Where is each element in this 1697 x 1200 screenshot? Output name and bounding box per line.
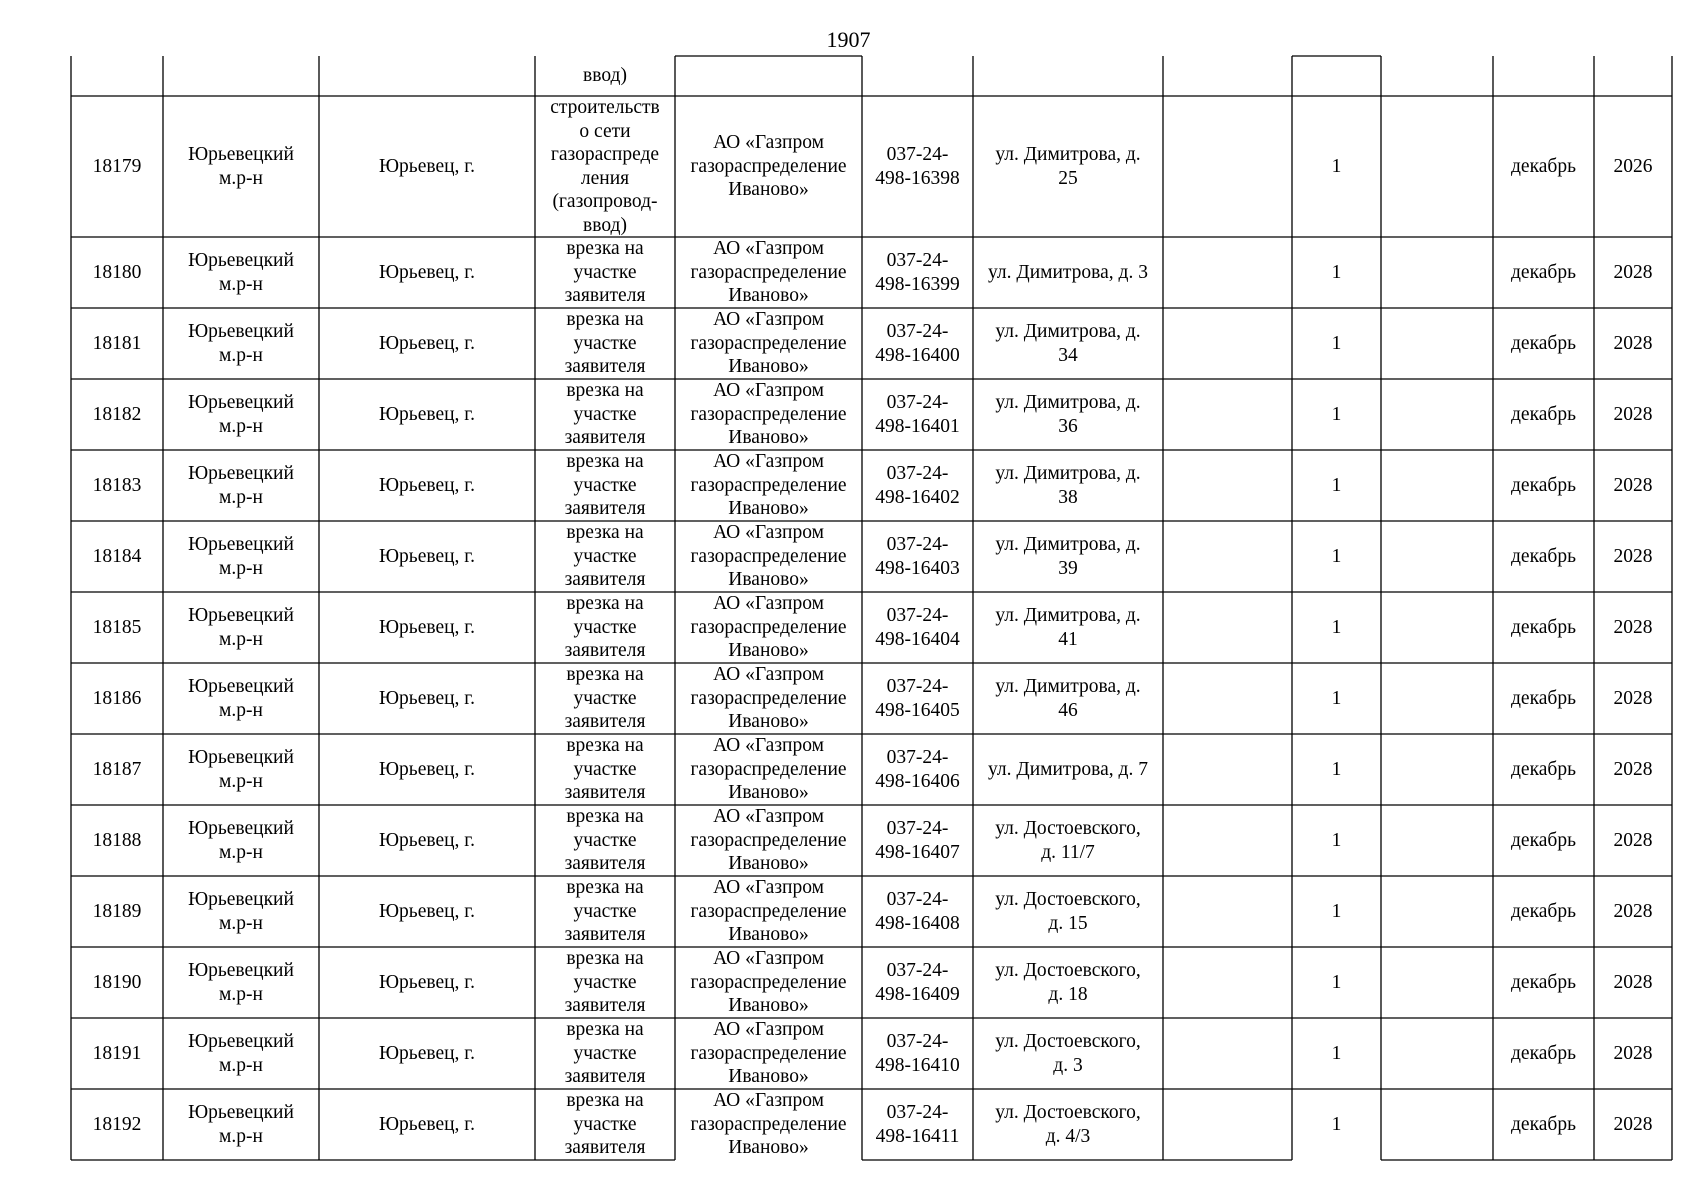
page-number: 1907 xyxy=(826,27,871,52)
year-cell: 2028 xyxy=(1613,474,1653,496)
empty2-cell xyxy=(1381,947,1493,1018)
operator-cell: АО «Газпром газораспределение Иваново» xyxy=(690,948,847,1017)
num-cell: 18190 xyxy=(92,971,142,993)
operator-cell: АО «Газпром газораспределение Иваново» xyxy=(690,238,847,307)
district-cell: Юрьевецкий м.р-н xyxy=(188,960,294,1005)
empty1-cell xyxy=(1163,308,1292,379)
empty2-cell xyxy=(1381,308,1493,379)
count-cell: 1 xyxy=(1331,971,1342,993)
month-cell: декабрь xyxy=(1511,971,1576,993)
year-cell: 2028 xyxy=(1613,1042,1653,1064)
num-cell: 18179 xyxy=(92,155,142,177)
operator-cell: АО «Газпром газораспределение Иваново» xyxy=(690,593,847,662)
month-cell: декабрь xyxy=(1511,1113,1576,1135)
address-cell: ул. Димитрова, д. 25 xyxy=(995,144,1141,189)
count-cell: 1 xyxy=(1331,261,1342,283)
year-cell: 2028 xyxy=(1613,332,1653,354)
locality-cell: Юрьевец, г. xyxy=(379,545,475,567)
operator-cell: АО «Газпром газораспределение Иваново» xyxy=(690,451,847,520)
address-cell: ул. Достоевского, д. 3 xyxy=(995,1031,1141,1076)
empty2-cell xyxy=(1381,592,1493,663)
month-cell: декабрь xyxy=(1511,545,1576,567)
operator-cell: АО «Газпром газораспределение Иваново» xyxy=(690,806,847,875)
address-cell: ул. Достоевского, д. 15 xyxy=(995,889,1141,934)
work-type-cell: врезка на участке заявителя xyxy=(564,451,646,520)
operator-cell: АО «Газпром газораспределение Иваново» xyxy=(690,522,847,591)
empty2-cell xyxy=(1381,521,1493,592)
num-cell: 18186 xyxy=(92,687,142,709)
address-cell: ул. Димитрова, д. 36 xyxy=(995,392,1141,437)
address-cell: ул. Достоевского, д. 11/7 xyxy=(995,818,1141,863)
num-cell: 18183 xyxy=(92,474,142,496)
application-cell: 037-24- 498-16404 xyxy=(875,605,960,650)
year-cell: 2028 xyxy=(1613,971,1653,993)
operator-cell: АО «Газпром газораспределение Иваново» xyxy=(690,735,847,804)
num-cell: 18189 xyxy=(92,900,142,922)
application-cell: 037-24- 498-16408 xyxy=(875,889,960,934)
work-type-cell: врезка на участке заявителя xyxy=(564,877,646,946)
address-cell: ул. Димитрова, д. 7 xyxy=(988,758,1148,780)
year-cell: 2028 xyxy=(1613,687,1653,709)
district-cell: Юрьевецкий м.р-н xyxy=(188,818,294,863)
empty2-cell xyxy=(1381,876,1493,947)
count-cell: 1 xyxy=(1331,829,1342,851)
district-cell: Юрьевецкий м.р-н xyxy=(188,144,294,189)
district-cell: Юрьевецкий м.р-н xyxy=(188,321,294,366)
district-cell: Юрьевецкий м.р-н xyxy=(188,1031,294,1076)
application-cell: 037-24- 498-16405 xyxy=(875,676,960,721)
month-cell: декабрь xyxy=(1511,403,1576,425)
empty1-cell xyxy=(1163,96,1292,237)
empty1-cell xyxy=(1163,379,1292,450)
locality-cell: Юрьевец, г. xyxy=(379,1042,475,1064)
count-cell: 1 xyxy=(1331,1042,1342,1064)
district-cell: Юрьевецкий м.р-н xyxy=(188,250,294,295)
count-cell: 1 xyxy=(1331,616,1342,638)
empty2-cell xyxy=(1381,1018,1493,1089)
empty1-cell xyxy=(1163,734,1292,805)
locality-cell: Юрьевец, г. xyxy=(379,687,475,709)
district-cell: Юрьевецкий м.р-н xyxy=(188,889,294,934)
address-cell: ул. Димитрова, д. 46 xyxy=(995,676,1141,721)
empty2-cell xyxy=(1381,1089,1493,1160)
work-type-cell: врезка на участке заявителя xyxy=(564,522,646,591)
operator-cell: АО «Газпром газораспределение Иваново» xyxy=(690,1019,847,1088)
num-cell: 18191 xyxy=(92,1042,142,1064)
application-cell: 037-24- 498-16410 xyxy=(875,1031,960,1076)
num-cell: 18185 xyxy=(92,616,142,638)
work-type-cell: врезка на участке заявителя xyxy=(564,806,646,875)
month-cell: декабрь xyxy=(1511,332,1576,354)
application-cell: 037-24- 498-16399 xyxy=(875,250,960,295)
work-type-cell: врезка на участке заявителя xyxy=(564,1019,646,1088)
count-cell: 1 xyxy=(1331,1113,1342,1135)
application-cell: 037-24- 498-16401 xyxy=(875,392,960,437)
year-cell: 2028 xyxy=(1613,900,1653,922)
count-cell: 1 xyxy=(1331,545,1342,567)
count-cell: 1 xyxy=(1331,900,1342,922)
application-cell: 037-24- 498-16409 xyxy=(875,960,960,1005)
empty1-cell xyxy=(1163,947,1292,1018)
empty2-cell xyxy=(1381,734,1493,805)
locality-cell: Юрьевец, г. xyxy=(379,1113,475,1135)
empty1-cell xyxy=(1163,805,1292,876)
count-cell: 1 xyxy=(1331,474,1342,496)
year-cell: 2028 xyxy=(1613,403,1653,425)
year-cell: 2028 xyxy=(1613,616,1653,638)
operator-cell: АО «Газпром газораспределение Иваново» xyxy=(690,380,847,449)
operator-cell: АО «Газпром газораспределение Иваново» xyxy=(690,877,847,946)
work-type-cell: врезка на участке заявителя xyxy=(564,380,646,449)
num-cell: 18184 xyxy=(92,545,142,567)
locality-cell: Юрьевец, г. xyxy=(379,155,475,177)
empty1-cell xyxy=(1163,1018,1292,1089)
num-cell: 18182 xyxy=(92,403,142,425)
empty2-cell xyxy=(1381,805,1493,876)
year-cell: 2028 xyxy=(1613,1113,1653,1135)
work-type-cell: врезка на участке заявителя xyxy=(564,238,646,307)
count-cell: 1 xyxy=(1331,155,1342,177)
address-cell: ул. Димитрова, д. 39 xyxy=(995,534,1141,579)
work-type-cell: врезка на участке заявителя xyxy=(564,664,646,733)
operator-cell: АО «Газпром газораспределение Иваново» xyxy=(690,664,847,733)
district-cell: Юрьевецкий м.р-н xyxy=(188,605,294,650)
locality-cell: Юрьевец, г. xyxy=(379,332,475,354)
count-cell: 1 xyxy=(1331,403,1342,425)
empty2-cell xyxy=(1381,379,1493,450)
application-cell: 037-24- 498-16400 xyxy=(875,321,960,366)
locality-cell: Юрьевец, г. xyxy=(379,403,475,425)
work-type-cell: врезка на участке заявителя xyxy=(564,593,646,662)
month-cell: декабрь xyxy=(1511,155,1576,177)
month-cell: декабрь xyxy=(1511,900,1576,922)
application-cell: 037-24- 498-16403 xyxy=(875,534,960,579)
address-cell: ул. Димитрова, д. 41 xyxy=(995,605,1141,650)
num-cell: 18188 xyxy=(92,829,142,851)
address-cell: ул. Димитрова, д. 38 xyxy=(995,463,1141,508)
month-cell: декабрь xyxy=(1511,1042,1576,1064)
empty1-cell xyxy=(1163,876,1292,947)
year-cell: 2028 xyxy=(1613,758,1653,780)
address-cell: ул. Достоевского, д. 4/3 xyxy=(995,1102,1141,1147)
district-cell: Юрьевецкий м.р-н xyxy=(188,392,294,437)
month-cell: декабрь xyxy=(1511,687,1576,709)
operator-cell: АО «Газпром газораспределение Иваново» xyxy=(690,1090,847,1159)
application-cell: 037-24- 498-16398 xyxy=(875,144,960,189)
locality-cell: Юрьевец, г. xyxy=(379,829,475,851)
work-type-cell: врезка на участке заявителя xyxy=(564,735,646,804)
empty1-cell xyxy=(1163,1089,1292,1160)
month-cell: декабрь xyxy=(1511,829,1576,851)
year-cell: 2028 xyxy=(1613,261,1653,283)
district-cell: Юрьевецкий м.р-н xyxy=(188,463,294,508)
empty1-cell xyxy=(1163,592,1292,663)
locality-cell: Юрьевец, г. xyxy=(379,261,475,283)
work-type-cell: врезка на участке заявителя xyxy=(564,948,646,1017)
month-cell: декабрь xyxy=(1511,261,1576,283)
locality-cell: Юрьевец, г. xyxy=(379,616,475,638)
locality-cell: Юрьевец, г. xyxy=(379,474,475,496)
application-cell: 037-24- 498-16411 xyxy=(875,1102,960,1147)
work-type-cell: врезка на участке заявителя xyxy=(564,1090,646,1159)
num-cell: 18180 xyxy=(92,261,142,283)
work-type-cell: ввод) xyxy=(583,65,627,87)
empty2-cell xyxy=(1381,237,1493,308)
empty1-cell xyxy=(1163,237,1292,308)
district-cell: Юрьевецкий м.р-н xyxy=(188,1102,294,1147)
count-cell: 1 xyxy=(1331,687,1342,709)
district-cell: Юрьевецкий м.р-н xyxy=(188,747,294,792)
operator-cell: АО «Газпром газораспределение Иваново» xyxy=(690,309,847,378)
empty1-cell xyxy=(1163,450,1292,521)
num-cell: 18192 xyxy=(92,1113,142,1135)
district-cell: Юрьевецкий м.р-н xyxy=(188,534,294,579)
empty2-cell xyxy=(1381,663,1493,734)
empty1-cell xyxy=(1163,663,1292,734)
address-cell: ул. Димитрова, д. 3 xyxy=(988,261,1148,283)
locality-cell: Юрьевец, г. xyxy=(379,758,475,780)
operator-cell: АО «Газпром газораспределение Иваново» xyxy=(690,132,847,201)
application-cell: 037-24- 498-16407 xyxy=(875,818,960,863)
year-cell: 2026 xyxy=(1613,155,1653,177)
count-cell: 1 xyxy=(1331,332,1342,354)
empty2-cell xyxy=(1381,450,1493,521)
empty2-cell xyxy=(1381,96,1493,237)
work-type-cell: врезка на участке заявителя xyxy=(564,309,646,378)
year-cell: 2028 xyxy=(1613,545,1653,567)
month-cell: декабрь xyxy=(1511,758,1576,780)
address-cell: ул. Димитрова, д. 34 xyxy=(995,321,1141,366)
num-cell: 18181 xyxy=(92,332,142,354)
year-cell: 2028 xyxy=(1613,829,1653,851)
district-cell: Юрьевецкий м.р-н xyxy=(188,676,294,721)
application-cell: 037-24- 498-16402 xyxy=(875,463,960,508)
locality-cell: Юрьевец, г. xyxy=(379,971,475,993)
empty1-cell xyxy=(1163,521,1292,592)
num-cell: 18187 xyxy=(92,758,142,780)
month-cell: декабрь xyxy=(1511,616,1576,638)
locality-cell: Юрьевец, г. xyxy=(379,900,475,922)
count-cell: 1 xyxy=(1331,758,1342,780)
month-cell: декабрь xyxy=(1511,474,1576,496)
address-cell: ул. Достоевского, д. 18 xyxy=(995,960,1141,1005)
application-cell: 037-24- 498-16406 xyxy=(875,747,960,792)
work-type-cell: строительств о сети газораспреде ления (газопровод- ввод) xyxy=(550,97,660,236)
